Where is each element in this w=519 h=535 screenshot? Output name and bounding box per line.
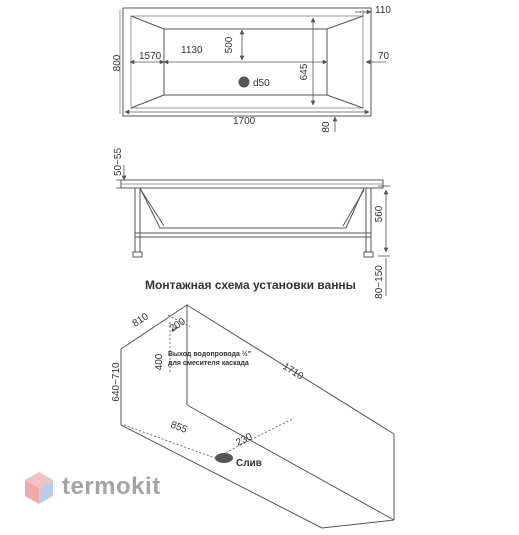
dim-800: 800 <box>112 54 123 72</box>
logo-wordmark: termokit <box>62 473 161 500</box>
dim-400: 400 <box>154 353 165 371</box>
dim-200: 200 <box>167 316 188 335</box>
drain-label-d50: d50 <box>253 78 270 89</box>
drain-label: Слив <box>236 458 262 469</box>
dim-50-55: 50~55 <box>113 147 124 177</box>
drain-hole-top-view <box>239 77 250 88</box>
dim-110: 110 <box>375 5 391 16</box>
side-view <box>116 165 390 296</box>
foot-right <box>364 252 373 257</box>
cube-logo-icon <box>22 470 56 508</box>
dim-1130: 1130 <box>181 45 203 56</box>
dim-560: 560 <box>374 205 385 223</box>
tub-bowl-side <box>140 188 364 228</box>
dim-500: 500 <box>224 36 235 54</box>
dim-70: 70 <box>378 51 390 62</box>
dim-80-150: 80~150 <box>374 265 385 299</box>
dim-645: 645 <box>299 63 310 81</box>
water-outlet-label-line1: Выход водопровода ½" <box>168 351 252 358</box>
top-view <box>120 8 386 132</box>
foot-left <box>133 252 142 257</box>
dim-230: 230 <box>234 431 255 449</box>
dim-810: 810 <box>130 311 151 330</box>
dim-80: 80 <box>321 121 332 133</box>
dim-1570: 1570 <box>139 51 162 62</box>
termokit-logo <box>22 470 182 510</box>
scheme-title: Монтажная схема установки ванны <box>145 278 356 292</box>
install-dims <box>111 311 305 469</box>
dim-855: 855 <box>168 419 189 436</box>
top-view-dims <box>112 5 391 133</box>
dim-1700: 1700 <box>233 116 256 127</box>
water-outlet-label-line2: для смесителя каскада <box>168 360 249 367</box>
floor-drain <box>215 453 233 463</box>
dim-1710: 1710 <box>280 361 306 383</box>
dim-640-710: 640~710 <box>111 362 122 402</box>
